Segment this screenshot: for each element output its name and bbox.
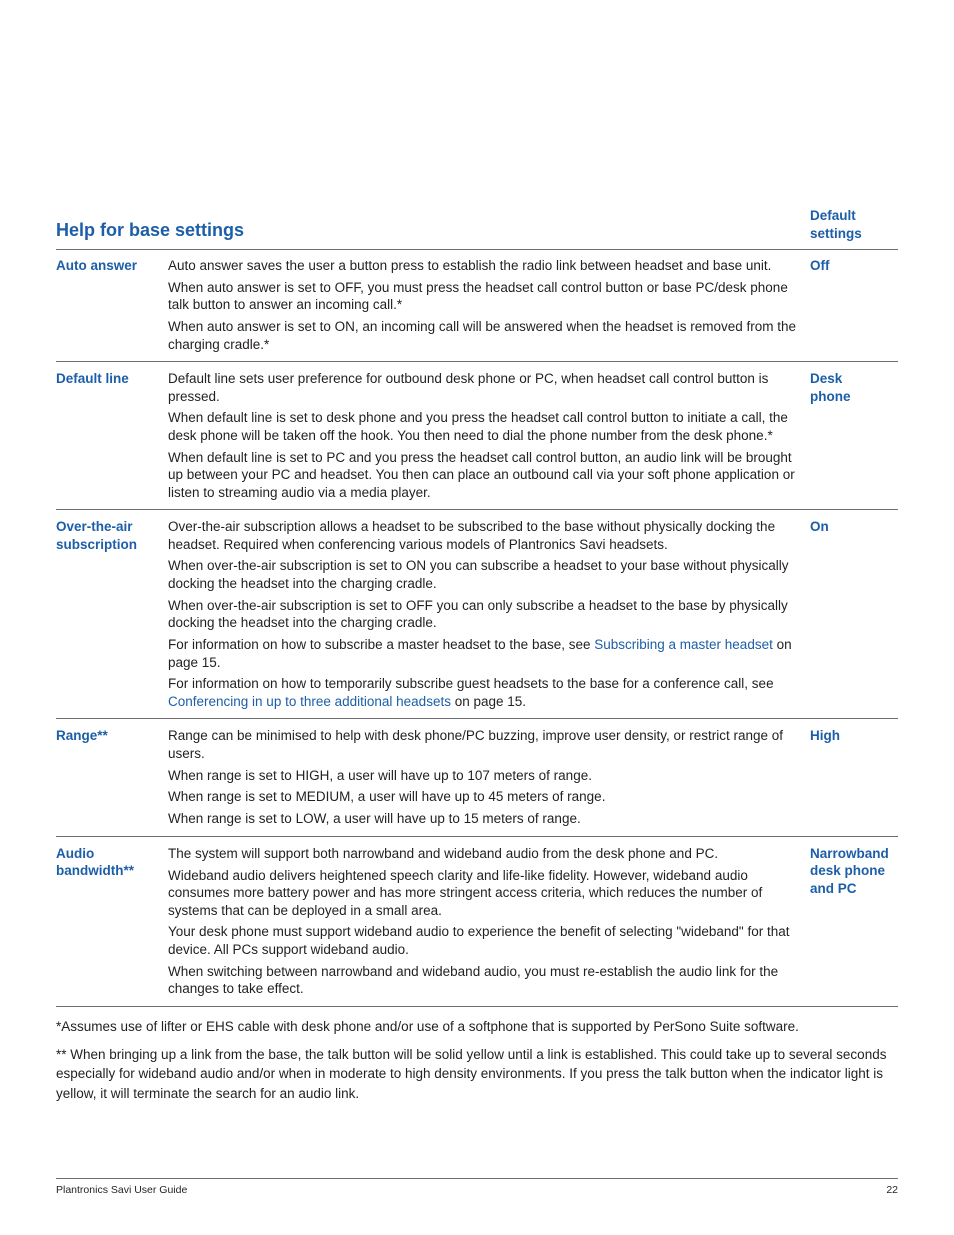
description-paragraph: When auto answer is set to OFF, you must press the headset call control button or base PC/desk phone talk button to answer an incoming call.*	[168, 279, 788, 313]
setting-row-auto-answer	[56, 249, 898, 362]
footnotes	[56, 1017, 898, 1111]
description-paragraph: When over-the-air subscription is set to ON you can subscribe a headset to your base without physically docking the headset into the charging cradle.	[168, 558, 789, 591]
section-header	[56, 206, 898, 250]
footnote: *Assumes use of lifter or EHS cable with desk phone and/or use of a softphone that is supported by PerSono Suite software.	[56, 1019, 799, 1034]
description-paragraph: When range is set to LOW, a user will have up to 15 meters of range.	[168, 811, 581, 827]
setting-label: Audio bandwidth**	[56, 845, 134, 879]
paragraph-text: on page 15.	[450, 693, 527, 709]
description-paragraph: When auto answer is set to ON, an incoming call will be answered when the headset is removed from the charging cradle.*	[168, 319, 797, 352]
description-paragraph: Over-the-air subscription allows a headset to be subscribed to the base without physically docking the headset. Required when conferencing various models of Plantronics Savi headsets.	[168, 519, 776, 552]
description-paragraph: Default line sets user preference for outbound desk phone or PC, when headset call control button is pressed.	[168, 371, 769, 404]
description-paragraph: When default line is set to PC and you press the headset call control button, an audio link will be brought up between your PC and headset. You then can place an outbound call via your soft phone application or listen to streaming audio via a media player.	[168, 449, 795, 500]
page-footer	[56, 1178, 898, 1196]
description-paragraph: When default line is set to desk phone and you press the headset call control button to initiate a call, the desk phone will be taken off the hook. You then need to dial the phone number from the desk phone.*	[168, 410, 788, 443]
setting-label: Over-the-air subscription	[56, 519, 138, 552]
default-value: On	[810, 519, 829, 535]
setting-row-range	[56, 719, 898, 836]
subscribing-master-headset-link[interactable]: Subscribing a master headset	[594, 637, 773, 653]
description-paragraph: When range is set to MEDIUM, a user will have up to 45 meters of range.	[168, 789, 606, 805]
description-paragraph: Range can be minimised to help with desk phone/PC buzzing, improve user density, or restrict range of users.	[168, 728, 784, 761]
setting-description	[168, 727, 804, 827]
conferencing-headsets-link[interactable]: Conferencing in up to three additional headsets	[168, 693, 451, 709]
page-number: 22	[886, 1184, 898, 1196]
default-settings-heading: Default settings	[810, 208, 862, 241]
description-paragraph: The system will support both narrowband and wideband audio from the desk phone and PC.	[168, 845, 719, 861]
paragraph-text: For information on how to temporarily subscribe guest headsets to the base for a conference call, see	[168, 676, 774, 692]
footnote: ** When bringing up a link from the base, the talk button will be solid yellow until a link is established. This could take up to several seconds especially for wideband audio and/or when in moderate to high density environments. If you press the talk button when the indicator light is yellow, it will terminate the search for an audio link.	[56, 1046, 887, 1101]
setting-row-audio-bandwidth	[56, 837, 898, 1007]
description-paragraph: Your desk phone must support wideband audio to experience the benefit of selecting "wideband" for that device. All PCs support wideband audio.	[168, 924, 790, 957]
guide-title: Plantronics Savi User Guide	[56, 1184, 188, 1196]
default-value: Desk phone	[810, 371, 851, 404]
settings-table	[56, 249, 898, 1007]
paragraph-text: For information on how to subscribe a master headset to the base, see	[168, 637, 595, 653]
description-paragraph: When switching between narrowband and wideband audio, you must re-establish the audio link for the changes to take effect.	[168, 963, 779, 997]
description-paragraph: When over-the-air subscription is set to OFF you can only subscribe a headset to the base by physically docking the headset into the charging cradle.	[168, 597, 788, 631]
setting-row-default-line	[56, 362, 898, 510]
default-value: Off	[810, 258, 830, 273]
setting-label: Range**	[56, 728, 108, 744]
setting-description	[168, 257, 804, 353]
setting-description	[168, 518, 804, 710]
setting-row-over-the-air-subscription	[56, 510, 898, 719]
description-paragraph: Auto answer saves the user a button press to establish the radio link between headset and base unit.	[168, 258, 772, 273]
description-paragraph	[168, 675, 804, 710]
description-paragraph: When range is set to HIGH, a user will have up to 107 meters of range.	[168, 767, 592, 783]
description-paragraph	[168, 636, 804, 671]
default-value: Narrowband desk phone and PC	[810, 845, 889, 896]
default-value: High	[810, 728, 840, 744]
setting-label: Default line	[56, 371, 129, 387]
setting-label: Auto answer	[56, 258, 138, 273]
paragraph-text: on page 15.	[168, 637, 792, 670]
page-title: Help for base settings	[56, 220, 245, 240]
setting-description	[168, 370, 804, 501]
setting-description	[168, 845, 804, 998]
description-paragraph: Wideband audio delivers heightened speech clarity and life-like fidelity. However, wideband audio consumes more battery power and has more stringent access criteria, which reduces the number of systems that can be deployed in a small area.	[168, 867, 763, 918]
